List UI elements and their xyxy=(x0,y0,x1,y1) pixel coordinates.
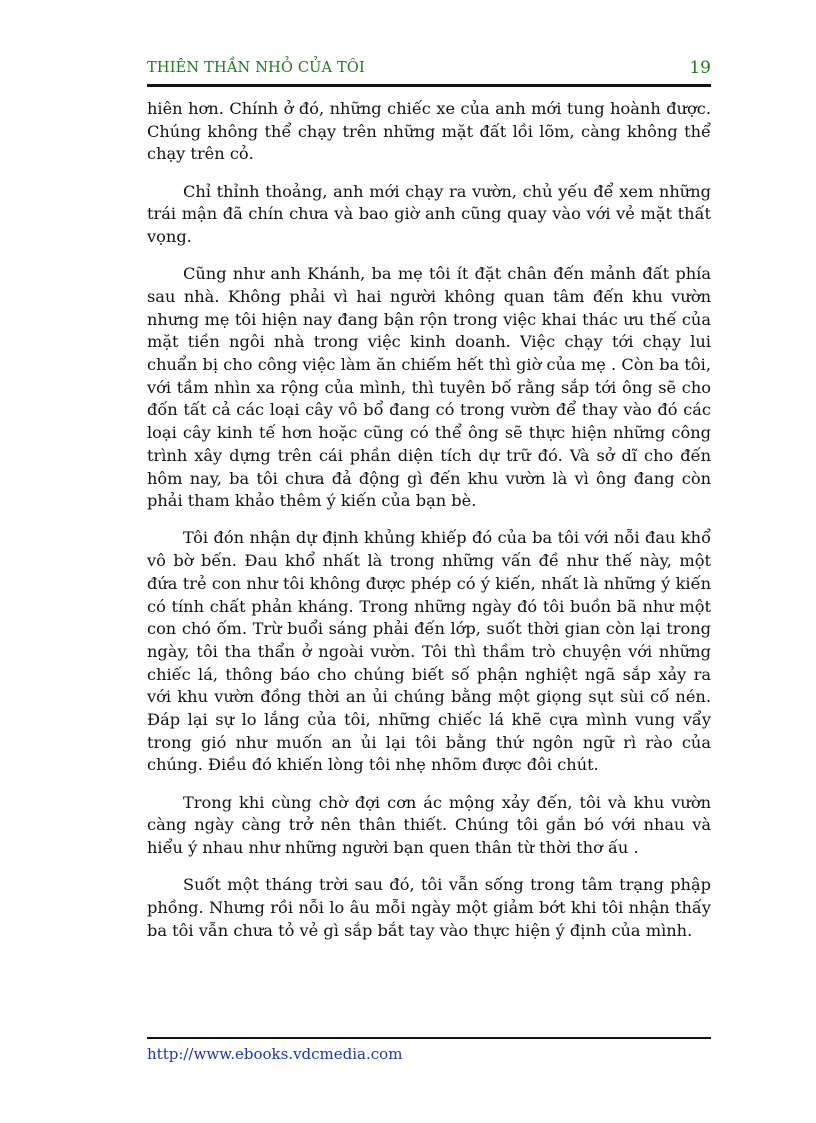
book-title: THIÊN THẦN NHỎ CỦA TÔI xyxy=(147,60,365,76)
page-header xyxy=(147,60,711,82)
paragraph: Tôi đón nhận dự định khủng khiếp đó của ba tôi với nỗi đau khổ vô bờ bến. Đau khổ nhất là trong những vấn đề như thế này, một đứa trẻ con như tôi không được phép có ý kiến, nhất là những ý kiến có tính chất phản kháng. Trong những ngày đó tôi buồn bã như một con chó ốm. Trừ buổi sáng phải đến lớp, suốt thời gian còn lại trong ngày, tôi tha thẩn ở ngoài vườn. Tôi thì thầm trò chuyện với những chiếc lá, thông báo cho chúng biết số phận nghiệt ngã sắp xảy ra với khu vườn đồng thời an ủi chúng bằng một giọng sụt sùi cố nén. Đáp lại sự lo lắng của tôi, những chiếc lá khẽ cựa mình vung vẩy trong gió như muốn an ủi lại tôi bằng thứ ngôn ngữ rì rào của chúng. Điều đó khiến lòng tôi nhẹ nhõm được đôi chút. xyxy=(147,528,711,775)
footer-website-link[interactable]: http://www.ebooks.vdcmedia.com xyxy=(147,1045,403,1063)
paragraph: Trong khi cùng chờ đợi cơn ác mộng xảy đến, tôi và khu vườn càng ngày càng trở nên thân thiết. Chúng tôi gắn bó với nhau và hiểu ý nhau như những người bạn quen thân từ thời thơ ấu . xyxy=(147,792,711,858)
paragraph: Cũng như anh Khánh, ba mẹ tôi ít đặt chân đến mảnh đất phía sau nhà. Không phải vì hai người không quan tâm đến khu vườn nhưng mẹ tôi hiện nay đang bận rộn trong việc khai thác ưu thế của mặt tiền ngôi nhà trong việc kinh doanh. Việc chạy tới chạy lui chuẩn bị cho công việc làm ăn chiếm hết thì giờ của mẹ . Còn ba tôi, với tầm nhìn xa rộng của mình, thì tuyên bố rằng sắp tới ông sẽ cho đốn tất cả các loại cây vô bổ đang có trong vườn để thay vào đó các loại cây kinh tế hơn hoặc cũng có thể ông sẽ thực hiện những công trình xây dựng trên cái phần diện tích dự trữ đó. Và sở dĩ cho đến hôm nay, ba tôi chưa đả động gì đến khu vườn là vì ông đang còn phải tham khảo thêm ý kiến của bạn bè. xyxy=(147,264,711,511)
footer-divider xyxy=(147,1037,711,1039)
body-text xyxy=(147,98,711,957)
page-number: 19 xyxy=(689,58,711,78)
header-divider xyxy=(147,84,711,87)
paragraph: Chỉ thỉnh thoảng, anh mới chạy ra vườn, chủ yếu để xem những trái mận đã chín chưa và bao giờ anh cũng quay vào với vẻ mặt thất vọng. xyxy=(147,181,711,247)
paragraph: hiên hơn. Chính ở đó, những chiếc xe của anh mới tung hoành được. Chúng không thể chạy trên những mặt đất lồi lõm, càng không thể chạy trên cỏ. xyxy=(147,99,711,164)
paragraph: Suốt một tháng trời sau đó, tôi vẫn sống trong tâm trạng phập phồng. Nhưng rồi nỗi lo âu mỗi ngày một giảm bớt khi tôi nhận thấy ba tôi vẫn chưa tỏ vẻ gì sắp bắt tay vào thực hiện ý định của mình. xyxy=(147,875,711,940)
